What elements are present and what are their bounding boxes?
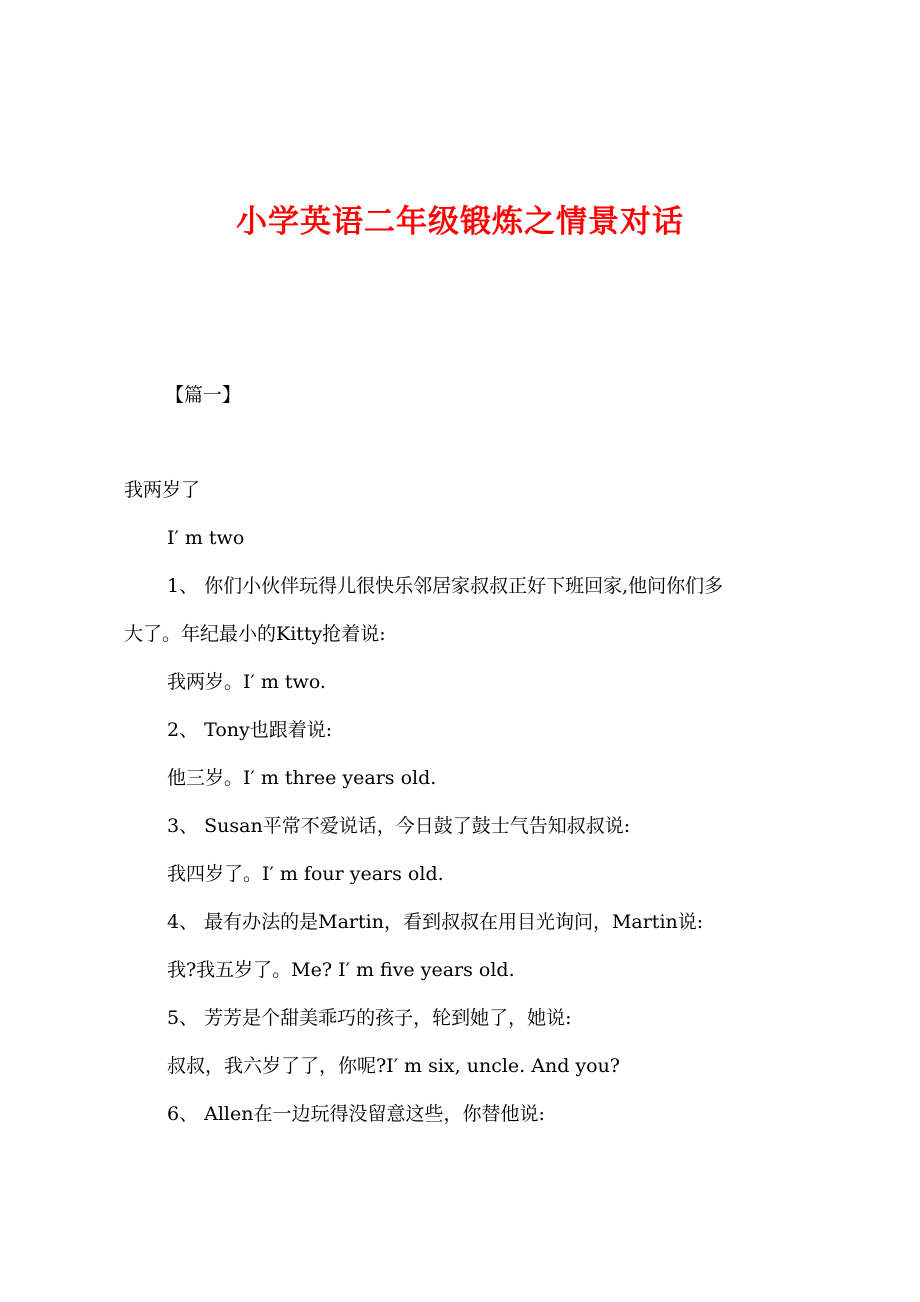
document-title: 小学英语二年级锻炼之情景对话 (236, 204, 684, 240)
text-line: 5、 芳芳是个甜美乖巧的孩子，轮到她了，她说: (167, 1007, 572, 1029)
text-line: 2、 Tony也跟着说: (167, 719, 333, 741)
text-line: 1、 你们小伙伴玩得儿很快乐邻居家叔叔正好下班回家,他问你们多 (167, 575, 724, 597)
text-line: 他三岁。I′ m three years old. (167, 767, 437, 789)
text-line: 大了。年纪最小的Kitty抢着说: (124, 623, 386, 645)
text-line: 我四岁了。I′ m four years old. (167, 863, 444, 885)
text-line: 我两岁了 (124, 479, 201, 501)
text-line: I′ m two (167, 527, 245, 549)
text-line: 3、 Susan平常不爱说话，今日鼓了鼓士气告知叔叔说: (167, 815, 631, 837)
section-label: 【篇一】 (165, 384, 242, 406)
text-line: 我两岁。I′ m two. (167, 671, 326, 693)
text-line: 叔叔，我六岁了了，你呢?I′ m six, uncle. And you? (167, 1055, 620, 1077)
text-line: 4、 最有办法的是Martin，看到叔叔在用目光询问，Martin说: (167, 911, 704, 933)
text-line: 我?我五岁了。Me? I′ m five years old. (167, 959, 515, 981)
text-line: 6、 Allen在一边玩得没留意这些，你替他说: (167, 1103, 545, 1125)
